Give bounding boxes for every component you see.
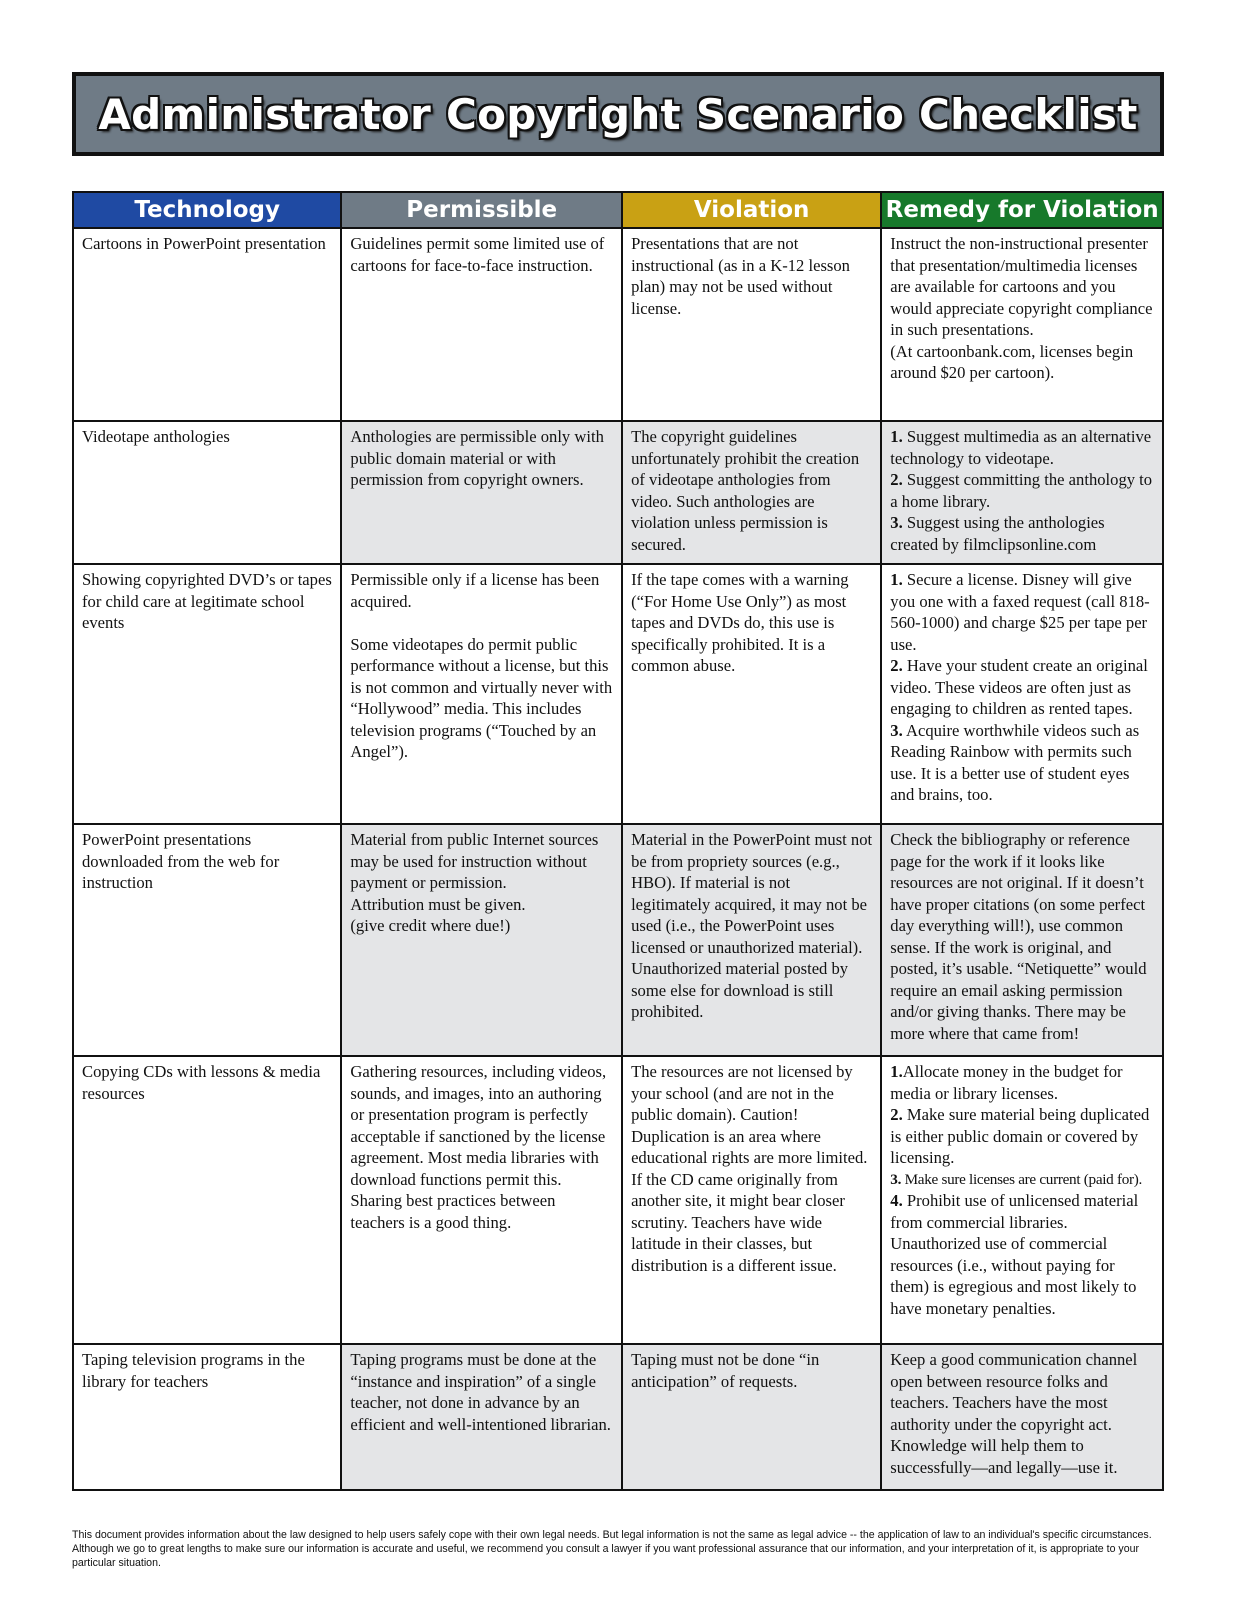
remedy-item: 1. Secure a license. Disney will give you one with a faxed request (call 818-560-1000) and charge $25 per tape per use. (890, 570, 1150, 654)
remedy-item: 3. Suggest using the anthologies created by filmclipsonline.com (890, 513, 1105, 554)
remedy-cell: Keep a good communication channel open between resource folks and teachers. Teachers have the most authority under the copyright act. Knowledge will help them to successfully—and legally—use it. (881, 1344, 1163, 1490)
permissible-cell: Anthologies are permissible only with public domain material or with permission from copyright owners. (341, 421, 622, 564)
remedy-item: 3. Acquire worthwhile videos such as Reading Rainbow with permits such use. It is a better use of student eyes and brains, too. (890, 720, 1140, 804)
remedy-item: 4. Prohibit use of unlicensed material from commercial libraries. (890, 1191, 1139, 1232)
title-banner (72, 72, 1164, 156)
permissible-cell: Permissible only if a license has been acquired. Some videotapes do permit public performance without a license, but this is not common and virtually never with “Hollywood” media. This includes television programs (“Touched by an Angel”). (341, 564, 622, 824)
remedy-cell: Check the bibliography or reference page for the work if it looks like resources are not original. If it doesn’t have proper citations (on some perfect day everything will!), use common sense. If the work is original, and posted, it’s usable. “Netiquette” would require an email asking permission and/or giving thanks. There may be more where that came from! (881, 824, 1163, 1056)
remedy-item: 1.Allocate money in the budget for media or library licenses. (890, 1062, 1123, 1103)
permissible-cell: Taping programs must be done at the “instance and inspiration” of a single teacher, not done in advance by an efficient and well-intentioned librarian. (341, 1344, 622, 1490)
violation-cell: The copyright guidelines unfortunately prohibit the creation of videotape anthologies from video. Such anthologies are violation unless permission is secured. (622, 421, 881, 564)
column-header-permissible: Permissible (341, 192, 622, 228)
technology-cell: Copying CDs with lessons & media resources (73, 1056, 341, 1344)
remedy-cell (881, 421, 1163, 564)
table-row (73, 228, 1163, 421)
table-row (73, 421, 1163, 564)
remedy-item: 2. Have your student create an original video. These videos are often just as engaging to children as rented tapes. (890, 656, 1148, 718)
remedy-cell (881, 1056, 1163, 1344)
violation-cell: Material in the PowerPoint must not be from propriety sources (e.g., HBO). If material is not legitimately acquired, it may not be used (i.e., the PowerPoint uses licensed or unauthorized material). Unauthorized material posted by some else for download is still prohibited. (622, 824, 881, 1056)
violation-cell: The resources are not licensed by your school (and are not in the public domain). Caution! Duplication is an area where educational rights are more limited. If the CD came originally from another site, it might bear closer scrutiny. Teachers have wide latitude in their classes, but distribution is a different issue. (622, 1056, 881, 1344)
page-title: Administrator Copyright Scenario Checklist (98, 89, 1138, 139)
remedy-note: Unauthorized use of commercial resources (i.e., without paying for them) is egregious and most likely to have monetary penalties. (890, 1234, 1137, 1318)
remedy-item: 2. Make sure material being duplicated is either public domain or covered by licensing. (890, 1105, 1150, 1167)
table-row (73, 824, 1163, 1056)
technology-cell: Showing copyrighted DVD’s or tapes for child care at legitimate school events (73, 564, 341, 824)
remedy-note: (At cartoonbank.com, licenses begin around $20 per cartoon). (890, 341, 1134, 382)
permissible-cell: Gathering resources, including videos, sounds, and images, into an authoring or presentation program is perfectly acceptable if sanctioned by the license agreement. Most media libraries with download functions permit this. Sharing best practices between teachers is a good thing. (341, 1056, 622, 1344)
column-header-remedy: Remedy for Violation (881, 192, 1163, 228)
violation-cell: Presentations that are not instructional (as in a K-12 lesson plan) may not be used without license. (622, 228, 881, 421)
remedy-item: 1. Suggest multimedia as an alternative technology to videotape. (890, 427, 1152, 468)
table-row (73, 1344, 1163, 1490)
technology-cell: Cartoons in PowerPoint presentation (73, 228, 341, 421)
remedy-cell (881, 564, 1163, 824)
violation-cell: If the tape comes with a warning (“For Home Use Only”) as most tapes and DVDs do, this use is specifically prohibited. It is a common abuse. (622, 564, 881, 824)
table-row (73, 1056, 1163, 1344)
technology-cell: Taping television programs in the library for teachers (73, 1344, 341, 1490)
remedy-item: 3. Make sure licenses are current (paid for). (890, 1170, 1143, 1188)
permissible-cell: Guidelines permit some limited use of cartoons for face-to-face instruction. (341, 228, 622, 421)
violation-cell: Taping must not be done “in anticipation” of requests. (622, 1344, 881, 1490)
permissible-cell: Material from public Internet sources may be used for instruction without payment or permission. Attribution must be given. (give credit where due!) (341, 824, 622, 1056)
legal-disclaimer: This document provides information about the law designed to help users safely cope with their own legal needs. But legal information is not the same as legal advice -- the application of law to an individual's specific circumstances. Although we go to great lengths to make sure our information is accurate and useful, we recommend you consult a lawyer if you want professional assurance that our information, and your interpretation of it, is appropriate to your particular situation. (72, 1529, 1152, 1569)
column-header-technology: Technology (73, 192, 341, 228)
remedy-item: 2. Suggest committing the anthology to a home library. (890, 470, 1153, 511)
technology-cell: PowerPoint presentations downloaded from the web for instruction (73, 824, 341, 1056)
checklist-table (72, 191, 1164, 1491)
table-row (73, 564, 1163, 824)
technology-cell: Videotape anthologies (73, 421, 341, 564)
column-header-violation: Violation (622, 192, 881, 228)
remedy-cell: Instruct the non-instructional presenter that presentation/multimedia licenses are available for cartoons and you would appreciate copyright compliance in such presentations. (At cartoonbank.com, licenses begin around $20 per cartoon). (881, 228, 1163, 421)
header-row (73, 192, 1163, 228)
